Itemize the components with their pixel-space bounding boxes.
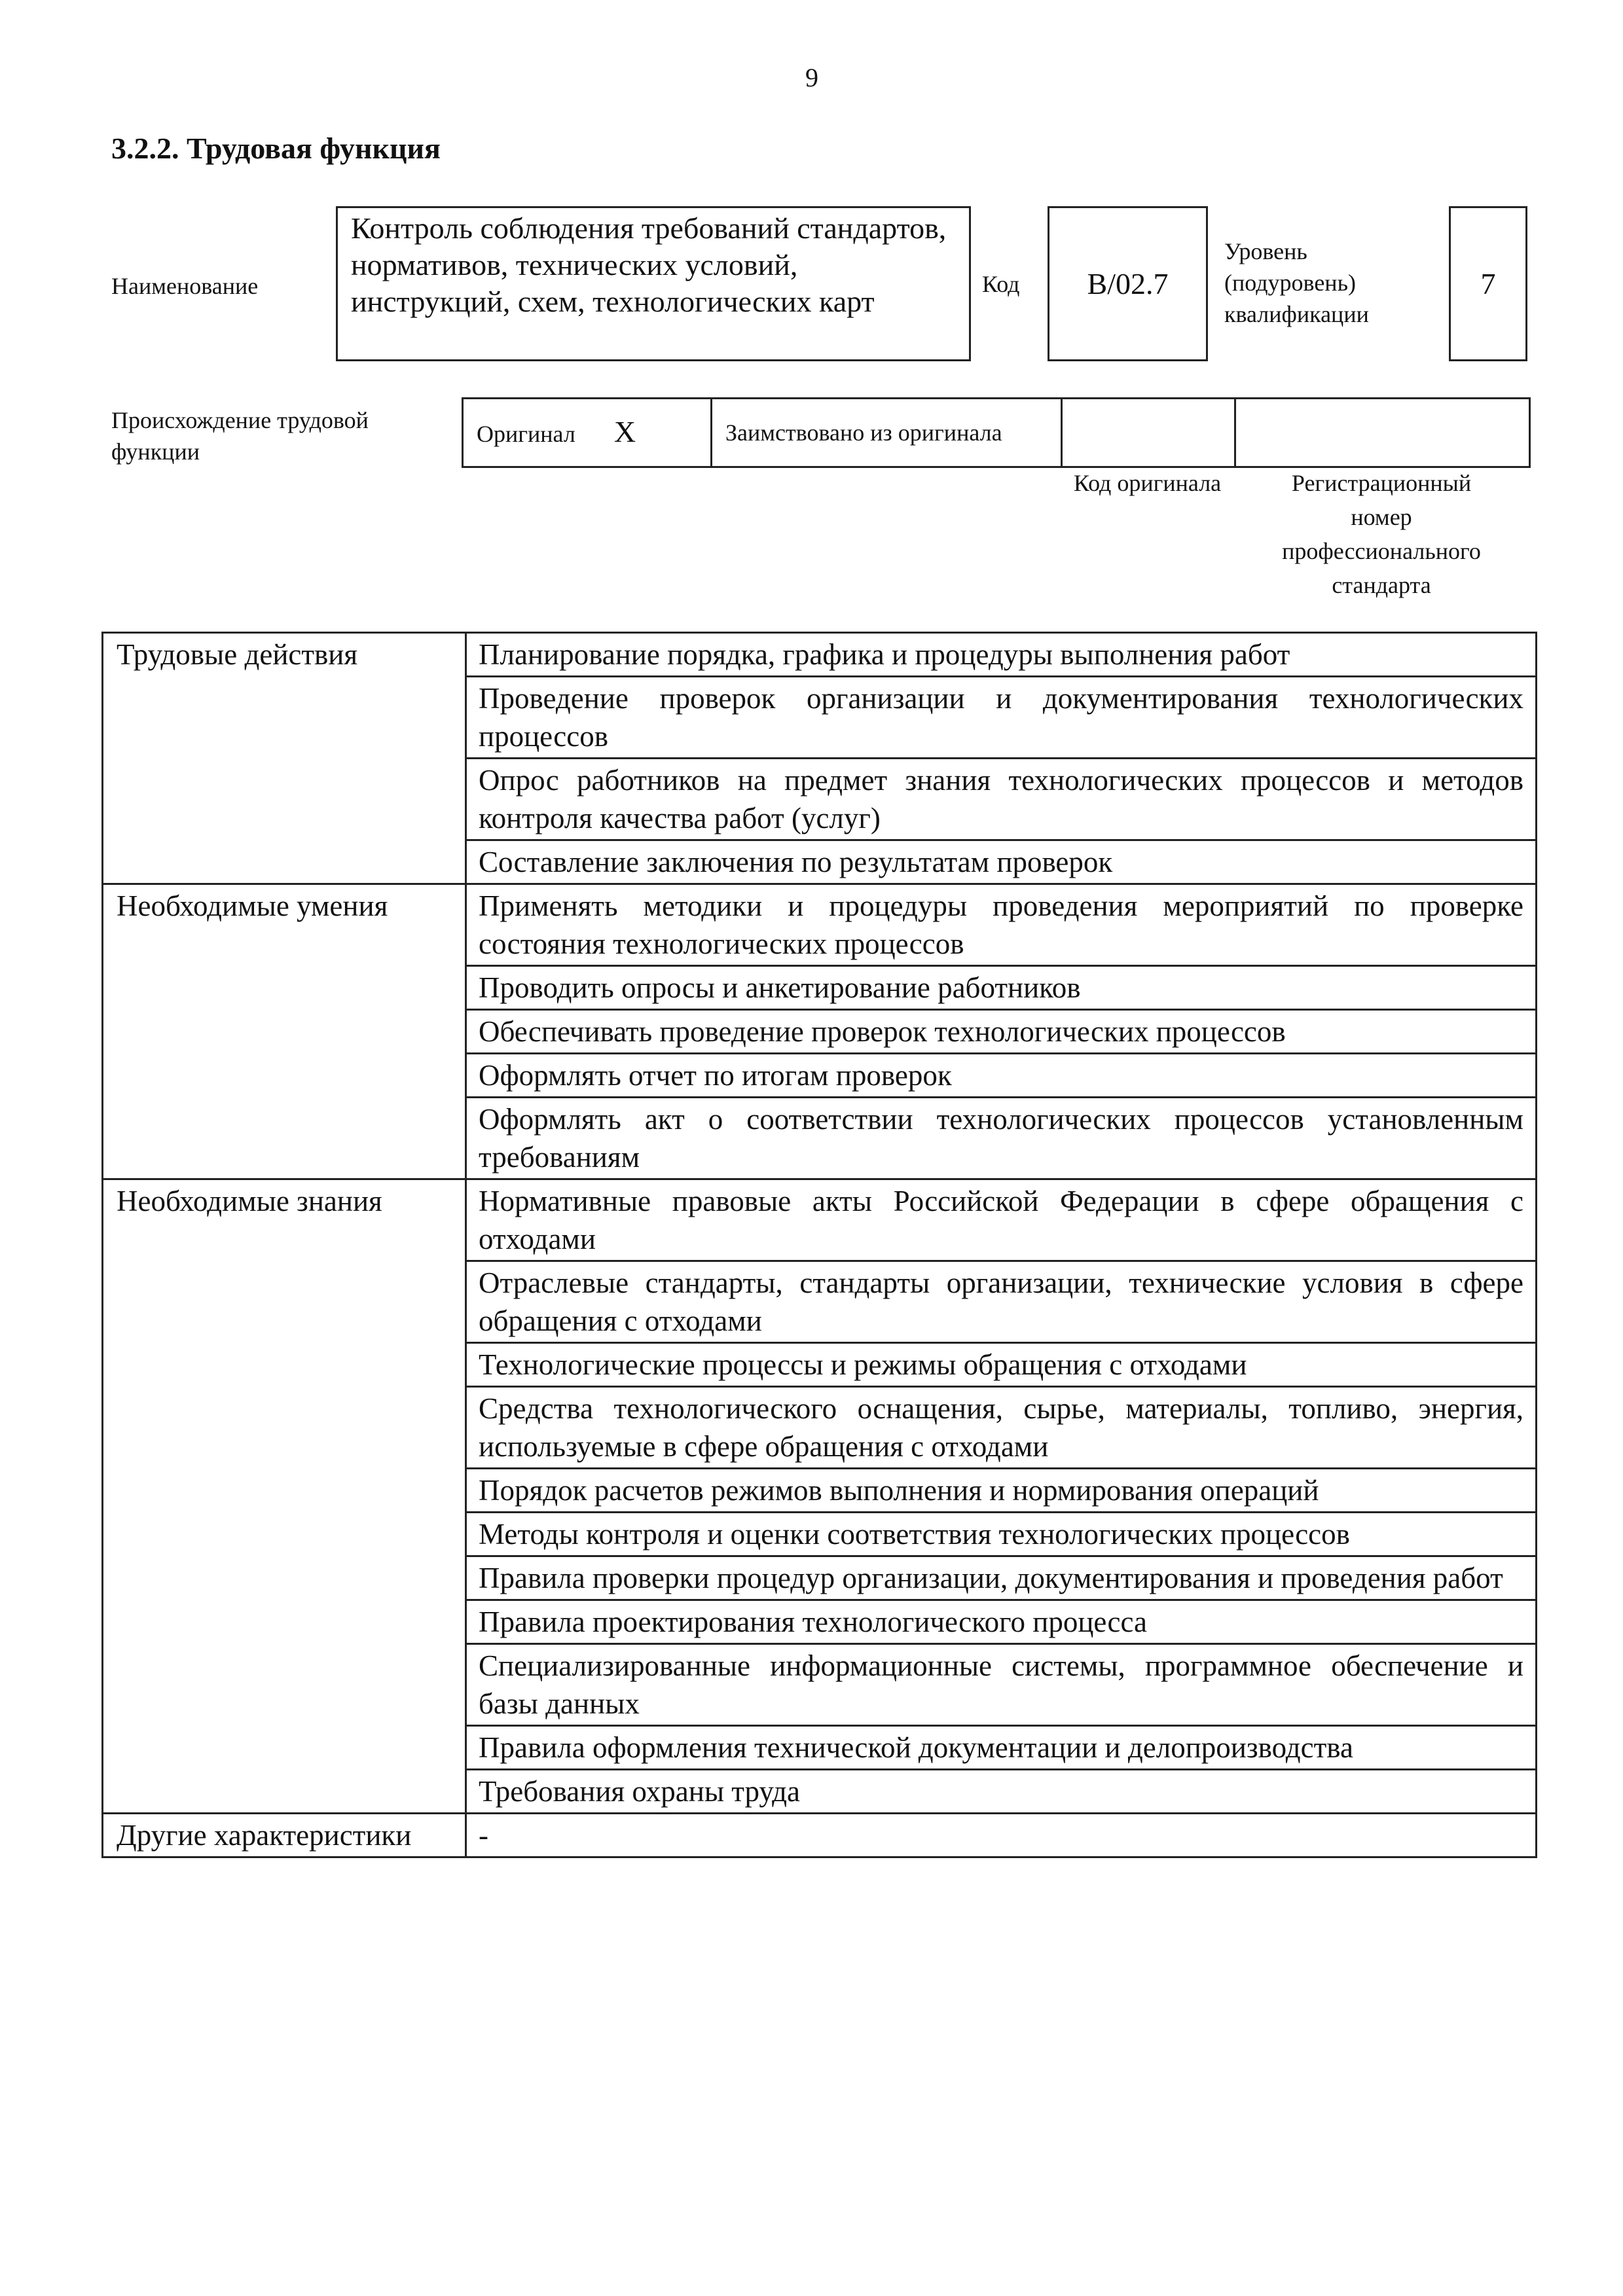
requirement-item: Требования охраны труда (466, 1770, 1537, 1814)
original-code-caption: Код оригинала (1073, 470, 1222, 496)
level-label: Уровень (подуровень) квалификации (1224, 238, 1369, 327)
requirement-item: Проведение проверок организации и документирования технологических процессов (466, 677, 1537, 759)
function-name-box: Контроль соблюдения требований стандартов, нормативов, технических условий, инструкций, схем, технологических карт (336, 206, 971, 361)
requirement-item: Технологические процессы и режимы обращения с отходами (466, 1343, 1537, 1387)
requirement-item: Порядок расчетов режимов выполнения и нормирования операций (466, 1469, 1537, 1513)
section-heading: Трудовые действия (103, 633, 466, 884)
requirement-item: Правила оформления технической документации и делопроизводства (466, 1726, 1537, 1770)
borrowed-cell: Заимствовано из оригинала (712, 399, 1062, 467)
section-heading: Необходимые знания (103, 1179, 466, 1814)
requirement-item: Применять методики и процедуры проведения мероприятий по проверке состояния технологических процессов (466, 884, 1537, 966)
code-value-box: B/02.7 (1048, 206, 1208, 361)
requirement-item: Оформлять отчет по итогам проверок (466, 1054, 1537, 1098)
requirement-item: Правила проверки процедур организации, документирования и проведения работ (466, 1556, 1537, 1600)
requirement-item: Средства технологического оснащения, сырье, материалы, топливо, энергия, используемые в сфере обращения с отходами (466, 1387, 1537, 1469)
requirement-item: Оформлять акт о соответствии технологических процессов установленным требованиям (466, 1098, 1537, 1179)
original-code-cell (1062, 399, 1235, 467)
section-title: 3.2.2. Трудовая функция (111, 132, 441, 165)
requirement-item: Нормативные правовые акты Российской Федерации в сфере обращения с отходами (466, 1179, 1537, 1261)
requirement-item: Отраслевые стандарты, стандарты организации, технические условия в сфере обращения с отходами (466, 1261, 1537, 1343)
section-heading: Другие характеристики (103, 1814, 466, 1857)
requirement-item: Специализированные информационные системы, программное обеспечение и базы данных (466, 1644, 1537, 1726)
requirement-item: Проводить опросы и анкетирование работников (466, 966, 1537, 1010)
origin-label: Происхождение трудовой функции (111, 407, 369, 465)
table-row (103, 884, 1537, 966)
requirement-item: Опрос работников на предмет знания технологических процессов и методов контроля качества работ (услуг) (466, 759, 1537, 840)
reg-number-cell (1235, 399, 1530, 467)
table-row (103, 1179, 1537, 1261)
original-cell (463, 399, 712, 467)
original-mark: X (613, 414, 636, 448)
level-value-box: 7 (1449, 206, 1527, 361)
origin-table (462, 397, 1531, 468)
original-label: Оригинал (477, 420, 575, 447)
requirement-item: Правила проектирования технологического процесса (466, 1600, 1537, 1644)
reg-number-caption: Регистрационный номер профессионального стандарта (1282, 470, 1481, 598)
name-label: Наименование (111, 273, 259, 299)
table-row (103, 1814, 1537, 1857)
table-row (103, 633, 1537, 677)
requirement-item: Методы контроля и оценки соответствия технологических процессов (466, 1513, 1537, 1556)
requirement-item: - (466, 1814, 1537, 1857)
requirement-item: Планирование порядка, графика и процедуры выполнения работ (466, 633, 1537, 677)
section-heading: Необходимые умения (103, 884, 466, 1179)
requirement-item: Обеспечивать проведение проверок технологических процессов (466, 1010, 1537, 1054)
requirements-table (101, 632, 1537, 1858)
code-label: Код (982, 271, 1020, 297)
requirement-item: Составление заключения по результатам проверок (466, 840, 1537, 884)
page-number: 9 (805, 63, 818, 92)
